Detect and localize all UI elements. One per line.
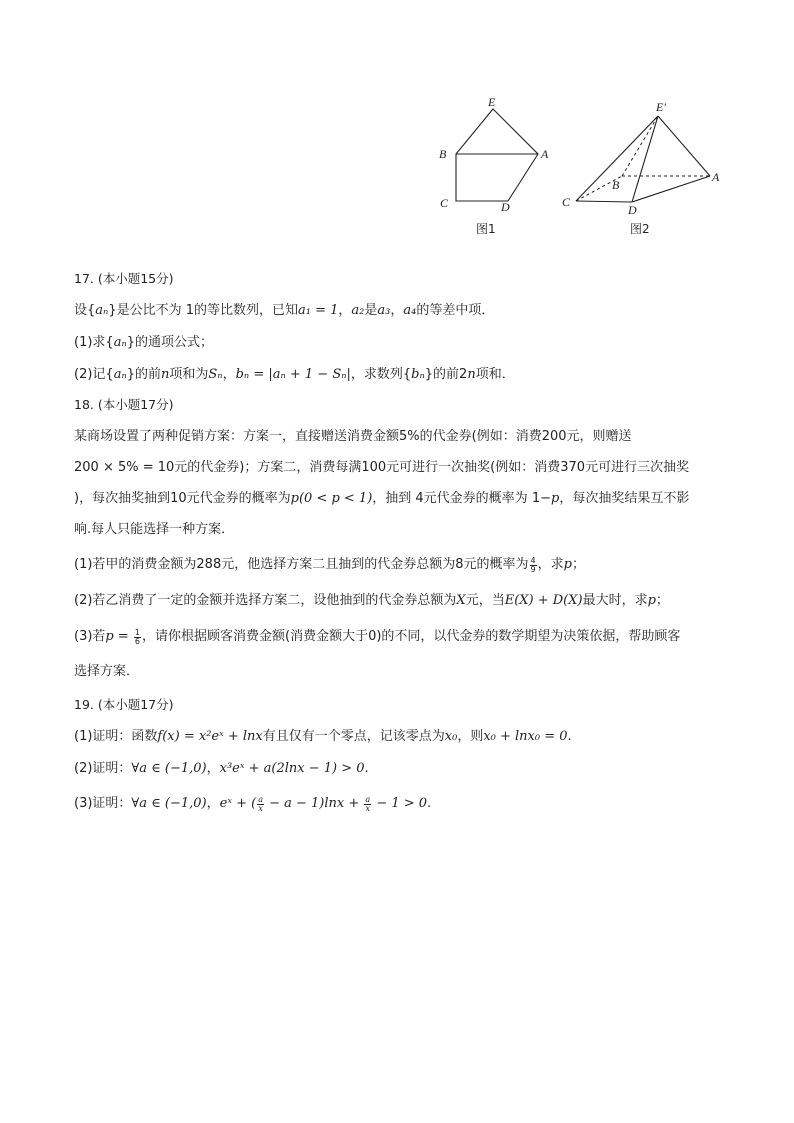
q17-intro — [74, 302, 494, 320]
math-expr: x₀ — [444, 729, 458, 744]
q18-header: 18. (本小题17分) — [74, 397, 174, 412]
q18-intro-line1: 某商场设置了两种促销方案：方案一，直接赠送消费金额5%的代金券(例如：消费200元，则赠送 — [74, 429, 632, 444]
q18-part3 — [74, 628, 680, 646]
math-expr: − a − 1)lnx + — [264, 796, 364, 811]
math-expr: ∀a ∈ (−1,0) — [131, 761, 207, 776]
math-expr: a₁ = 1 — [298, 303, 339, 318]
q19-header: 19. (本小题17分) — [74, 697, 174, 712]
fraction — [364, 796, 371, 813]
math-expr: p = — [105, 629, 133, 644]
fraction-denominator: x — [365, 804, 371, 813]
fraction — [257, 796, 264, 813]
fig1-label-C: C — [440, 196, 449, 210]
fig1-label-D: D — [501, 200, 510, 214]
text-segment: 设{ — [74, 303, 96, 318]
figure-2-diagram — [558, 96, 728, 241]
text-segment: . — [364, 761, 369, 776]
text-segment: (1)求{ — [74, 335, 114, 350]
math-expr: − 1 > 0 — [372, 796, 428, 811]
fraction — [134, 629, 141, 646]
math-expr: p — [647, 593, 656, 608]
text-segment: 元，当 — [465, 593, 505, 608]
text-segment: ， — [222, 367, 236, 382]
text-segment: ，抽到 4元代金券的概率为 1− — [372, 491, 551, 506]
text-segment: )，每次抽奖抽到10元代金券的概率为 — [74, 491, 291, 506]
text-segment: ，则 — [457, 729, 484, 744]
text-segment: (1)证明：函数 — [74, 729, 158, 744]
text-segment: (3)若 — [74, 629, 106, 644]
math-expr: ∀a ∈ (−1,0) — [131, 796, 207, 811]
fraction-numerator: 1 — [134, 628, 140, 637]
math-expr: f(x) = x²eˣ + lnx — [157, 729, 263, 744]
q19-part3 — [74, 795, 431, 813]
fig2-caption: 图2 — [630, 222, 650, 236]
text-segment: }是公比不为 1的等比数列，已知 — [108, 303, 298, 318]
text-segment: 项和． — [475, 367, 515, 382]
math-expr: bₙ — [411, 367, 425, 382]
math-expr: Sₙ — [208, 367, 223, 382]
fraction-numerator: a — [365, 795, 371, 804]
q18-part1 — [74, 556, 585, 574]
text-segment: }的通项公式； — [126, 335, 213, 350]
text-segment: 是 — [364, 303, 378, 318]
text-segment: 最大时，求 — [582, 593, 648, 608]
fraction-numerator: 4 — [530, 556, 536, 565]
fig1-caption: 图1 — [476, 222, 496, 236]
text-segment: (2)记{ — [74, 367, 114, 382]
figure-1 — [430, 92, 560, 237]
math-expr: aₙ — [95, 303, 109, 318]
math-expr: x³eˣ + a(2lnx − 1) > 0 — [219, 761, 365, 776]
text-segment: ，求数列{ — [350, 367, 412, 382]
fig2-label-E: E′ — [656, 100, 666, 114]
fraction-denominator: x — [258, 804, 263, 813]
fig1-label-E: E — [488, 95, 496, 109]
figure-2 — [558, 96, 728, 241]
q17-part2 — [74, 366, 515, 384]
math-expr: aₙ — [113, 335, 127, 350]
text-segment: ； — [571, 557, 585, 572]
math-expr: bₙ = |aₙ + 1 − Sₙ| — [235, 367, 351, 382]
q19-part1 — [74, 728, 572, 746]
text-segment: ，请你根据顾客消费金额(消费金额大于0)的不同，以代金券的数学期望为决策依据，帮助顾客 — [142, 629, 681, 644]
fraction-denominator: 9 — [530, 565, 536, 574]
math-expr: n — [467, 367, 476, 382]
text-segment: ， — [206, 761, 220, 776]
fig2-label-A: A — [712, 170, 720, 184]
fig2-label-B: B — [612, 178, 620, 192]
text-segment: 项和为 — [169, 367, 209, 382]
text-segment: . — [567, 729, 572, 744]
text-segment: 有且仅有一个零点，记该零点为 — [262, 729, 445, 744]
q18-intro-line3 — [74, 490, 689, 508]
text-segment: (2)证明： — [74, 761, 132, 776]
math-expr: X — [456, 593, 466, 608]
text-segment: }的前 — [126, 367, 161, 382]
math-expr: a₄ — [403, 303, 417, 318]
text-segment: }的前2 — [424, 367, 468, 382]
text-segment: . — [427, 796, 432, 811]
math-expr: E(X) + D(X) — [504, 593, 583, 608]
math-expr: x₀ + lnx₀ = 0 — [483, 729, 568, 744]
text-segment: (3)证明： — [74, 796, 132, 811]
text-segment: ， — [390, 303, 404, 318]
text-segment: ； — [655, 593, 669, 608]
math-expr: p — [550, 491, 560, 506]
text-segment: ，每次抽奖结果互不影 — [559, 491, 690, 506]
math-expr: p(0 < p < 1) — [290, 491, 373, 506]
fig2-label-D: D — [628, 203, 637, 217]
math-expr: p — [563, 557, 572, 572]
fig2-label-C: C — [562, 195, 571, 209]
text-segment: (2)若乙消费了一定的金额并选择方案二，设他抽到的代金券总额为 — [74, 593, 457, 608]
math-expr: n — [161, 367, 170, 382]
text-segment: ， — [338, 303, 352, 318]
q17-part1 — [74, 334, 213, 352]
fraction-numerator: a — [258, 795, 263, 804]
math-expr: aₙ — [113, 367, 127, 382]
fraction — [530, 557, 537, 574]
q19-part2 — [74, 760, 369, 778]
text-segment: (1)若甲的消费金额为288元，他选择方案二且抽到的代金券总额为8元的概率为 — [74, 557, 529, 572]
q18-intro-line4: 响.每人只能选择一种方案． — [74, 522, 235, 537]
q18-part3-line2: 选择方案． — [74, 664, 140, 679]
math-expr: a₃ — [377, 303, 391, 318]
text-segment: 的等差中项． — [416, 303, 495, 318]
text-segment: ， — [206, 796, 220, 811]
fig1-label-A: A — [541, 147, 549, 161]
fig1-label-B: B — [439, 147, 447, 161]
math-expr: a₂ — [351, 303, 365, 318]
fraction-denominator: 6 — [134, 637, 140, 646]
text-segment: ，求 — [537, 557, 564, 572]
q18-intro-line2: 200 × 5% = 10元的代金券)；方案二，消费每满100元可进行一次抽奖(例如：消费370元可进行三次抽奖 — [74, 460, 690, 475]
figure-1-diagram — [430, 92, 560, 237]
q17-header: 17. (本小题15分) — [74, 271, 174, 286]
math-expr: eˣ + ( — [219, 796, 257, 811]
q18-part2 — [74, 592, 669, 610]
